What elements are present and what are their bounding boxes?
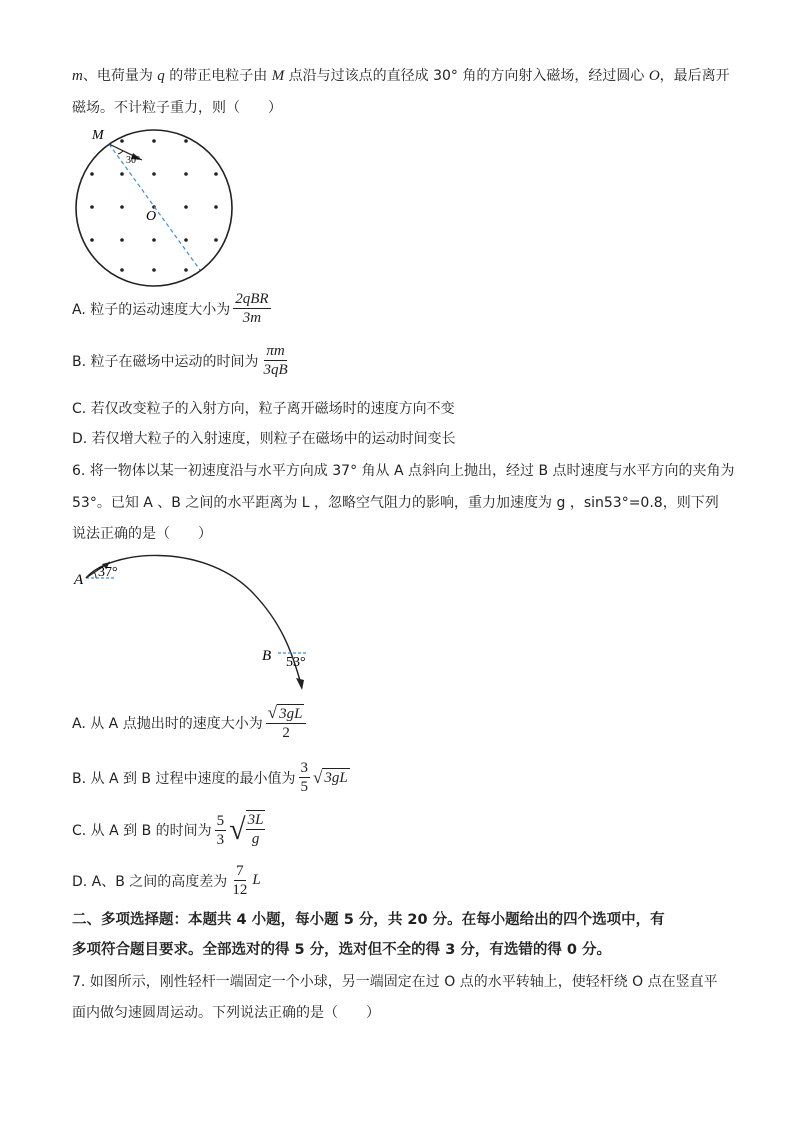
q5-option-d[interactable]: D. 若仅增大粒子的入射速度，则粒子在磁场中的运动时间变长 (72, 431, 456, 447)
q5-stem-line1: m、电荷量为 q 的带正电粒子由 M 点沿与过该点的直径成 30° 角的方向射入磁场，经过圆心 O，最后离开 (72, 68, 730, 84)
label-b: B (262, 648, 272, 664)
section2-heading-line1: 二、多项选择题：本题共 4 小题，每小题 5 分，共 20 分。在每小题给出的四个选项中，有 (72, 912, 665, 928)
q6-stem-line3: 说法正确的是（ ） (72, 526, 212, 542)
section2-heading-line2: 多项符合题目要求。全部选对的得 5 分，选对但不全的得 3 分，有选错的得 0 分。 (72, 942, 612, 958)
label-m: M (92, 128, 104, 143)
label-a: A (74, 572, 84, 588)
q6-option-c[interactable]: C. 从 A 到 B 的时间为 $\frac{5}{3}$ √ $\frac{3L}{g}$ (72, 810, 265, 850)
q6-stem-line1: 6. 将一物体以某一初速度沿与水平方向成 37° 角从 A 点斜向上抛出，经过 B 点时速度与水平方向的夹角为 (72, 463, 735, 479)
label-o: O (146, 209, 157, 224)
square-root: √ $\frac{3L}{g}$ (229, 810, 265, 850)
q5-option-a[interactable]: A. 粒子的运动速度大小为 $\frac{\text{2qBR}}{3m}$ (72, 291, 269, 326)
q5-stem-line2: 磁场。不计粒子重力，则（ ） (72, 100, 282, 116)
trajectory-curve (86, 555, 302, 688)
q6-option-d[interactable]: D. A、B 之间的高度差为 $\frac{7}{12}$ L (72, 863, 261, 898)
angle-53-label: 53° (286, 655, 306, 670)
fraction: $\frac{3}{5}$ (300, 760, 308, 795)
q5-option-b[interactable]: B. 粒子在磁场中运动的时间为 $\frac{\pi m}{3qB}$ (72, 343, 288, 378)
q6-option-b[interactable]: B. 从 A 到 B 过程中速度的最小值为 $\frac{3}{5}$ √ 3gL (72, 760, 348, 795)
angle-30-label: 30° (126, 155, 140, 166)
q6-option-a[interactable]: A. 从 A 点抛出时的速度大小为 √ 3gL 2 (72, 704, 309, 742)
projectile-trajectory-figure (70, 550, 320, 695)
q6-stem-line2: 53°。已知 A 、B 之间的水平距离为 L ，忽略空气阻力的影响，重力加速度为 g ，sin53°=0.8，则下列 (72, 495, 719, 511)
fraction: $\frac{\text{2qBR}}{3m}$ (235, 291, 269, 326)
fraction: √ 3gL 2 (266, 704, 307, 742)
square-root: √ 3gL (313, 767, 348, 787)
q7-stem-line1: 7. 如图所示，刚性轻杆一端固定一个小球，另一端固定在过 O 点的水平转轴上，使轻杆绕 O 点在竖直平 (72, 974, 718, 990)
fraction: $\frac{7}{12}$ (232, 863, 248, 898)
magnetic-field-circle-figure (70, 124, 250, 289)
fraction: $\frac{5}{3}$ (216, 812, 225, 848)
q5-option-c[interactable]: C. 若仅改变粒子的入射方向，粒子离开磁场时的速度方向不变 (72, 401, 455, 417)
q7-stem-line2: 面内做匀速圆周运动。下列说法正确的是（ ） (72, 1005, 380, 1021)
fraction: $\frac{\pi m}{3qB}$ (263, 343, 288, 378)
field-dots (90, 139, 218, 272)
angle-37-label: 37° (98, 565, 118, 580)
